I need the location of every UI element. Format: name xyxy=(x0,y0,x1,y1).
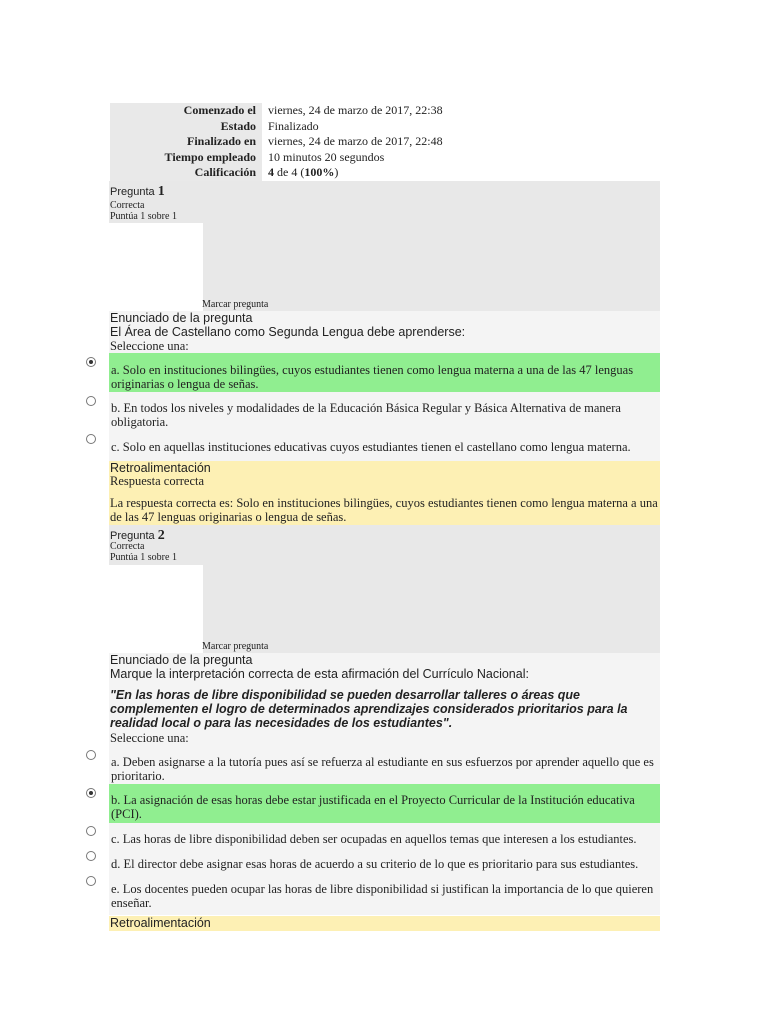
q1-feedback-answer: La respuesta correcta es: Solo en instituciones bilingües, cuyos estudiantes tienen como lengua materna a una de las 47 lenguas originarias o lengua de señas. xyxy=(110,496,658,524)
q2-option-e-radio[interactable] xyxy=(86,876,96,886)
q2-option-d[interactable]: d. El director debe asignar esas horas de acuerdo a su criterio de lo que es prioritario para sus estudiantes. xyxy=(109,850,660,875)
q1-option-c-radio[interactable] xyxy=(86,434,96,444)
question-1-title: Pregunta 1 xyxy=(110,184,165,199)
q2-option-c-radio[interactable] xyxy=(86,826,96,836)
question-2-heading: Enunciado de la pregunta xyxy=(110,653,253,667)
question-2-quote: "En las horas de libre disponibilidad se pueden desarrollar talleres o áreas que complementen el logro de determinados aprendizajes considerados prioritarios para la realidad local o para las necesidades de los estudiantes". xyxy=(110,688,628,730)
question-1-info xyxy=(109,181,660,311)
q1-feedback-status: Respuesta correcta xyxy=(110,474,205,488)
grade-value: 4 de 4 (100%) xyxy=(262,165,660,181)
question-2-prompt: Seleccione una: xyxy=(110,731,189,745)
summary-row-started: Comenzado el viernes, 24 de marzo de 2017, 22:38 xyxy=(110,103,660,119)
question-1-state: Correcta xyxy=(110,200,145,211)
question-1-heading: Enunciado de la pregunta xyxy=(110,311,253,325)
flag-question-2-link[interactable]: Marcar pregunta xyxy=(202,641,269,652)
question-2-text: Marque la interpretación correcta de esta afirmación del Currículo Nacional: xyxy=(110,667,529,681)
q1-option-b[interactable]: b. En todos los niveles y modalidades de la Educación Básica Regular y Básica Alternativa de manera obligatoria. xyxy=(109,392,660,431)
question-1-prompt: Seleccione una: xyxy=(110,339,189,353)
q2-option-d-radio[interactable] xyxy=(86,851,96,861)
q2-feedback-heading: Retroalimentación xyxy=(110,916,211,930)
q2-option-b[interactable]: b. La asignación de esas horas debe estar justificada en el Proyecto Curricular de la Institución educativa (PCI). xyxy=(109,784,660,823)
q2-option-a[interactable]: a. Deben asignarse a la tutoría pues así se refuerza al estudiante en sus esfuerzos por aprender aquello que es prioritario. xyxy=(109,746,660,784)
attempt-summary xyxy=(110,103,660,181)
question-2-state: Correcta xyxy=(110,541,145,552)
summary-row-state: Estado Finalizado xyxy=(110,119,660,135)
summary-row-grade: Calificación 4 de 4 (100%) xyxy=(110,165,660,181)
q1-option-b-radio[interactable] xyxy=(86,396,96,406)
question-1-text: El Área de Castellano como Segunda Lengua debe aprenderse: xyxy=(110,325,466,339)
question-2-info xyxy=(109,525,660,653)
q2-option-b-radio[interactable] xyxy=(86,788,96,798)
q2-option-e[interactable]: e. Los docentes pueden ocupar las horas de libre disponibilidad si justifican la importancia de lo que quieren enseñar. xyxy=(109,875,660,915)
q2-option-c[interactable]: c. Las horas de libre disponibilidad deben ser ocupadas en aquellos temas que interesen a los estudiantes. xyxy=(109,823,660,850)
q1-option-a[interactable]: a. Solo en instituciones bilingües, cuyos estudiantes tienen como lengua materna a una de las 47 lenguas originarias o lengua de señas. xyxy=(109,353,660,392)
q1-option-a-radio[interactable] xyxy=(86,357,96,367)
summary-row-finished: Finalizado en viernes, 24 de marzo de 2017, 22:48 xyxy=(110,134,660,150)
question-2-title: Pregunta 2 xyxy=(110,528,165,543)
q1-option-c[interactable]: c. Solo en aquellas instituciones educativas cuyos estudiantes tienen el castellano como lengua materna. xyxy=(109,431,660,461)
flag-question-1-link[interactable]: Marcar pregunta xyxy=(202,299,269,310)
question-1-grade: Puntúa 1 sobre 1 xyxy=(110,211,177,222)
q2-option-a-radio[interactable] xyxy=(86,750,96,760)
summary-row-time: Tiempo empleado 10 minutos 20 segundos xyxy=(110,150,660,166)
q1-feedback-heading: Retroalimentación xyxy=(110,461,211,475)
question-2-grade: Puntúa 1 sobre 1 xyxy=(110,552,177,563)
